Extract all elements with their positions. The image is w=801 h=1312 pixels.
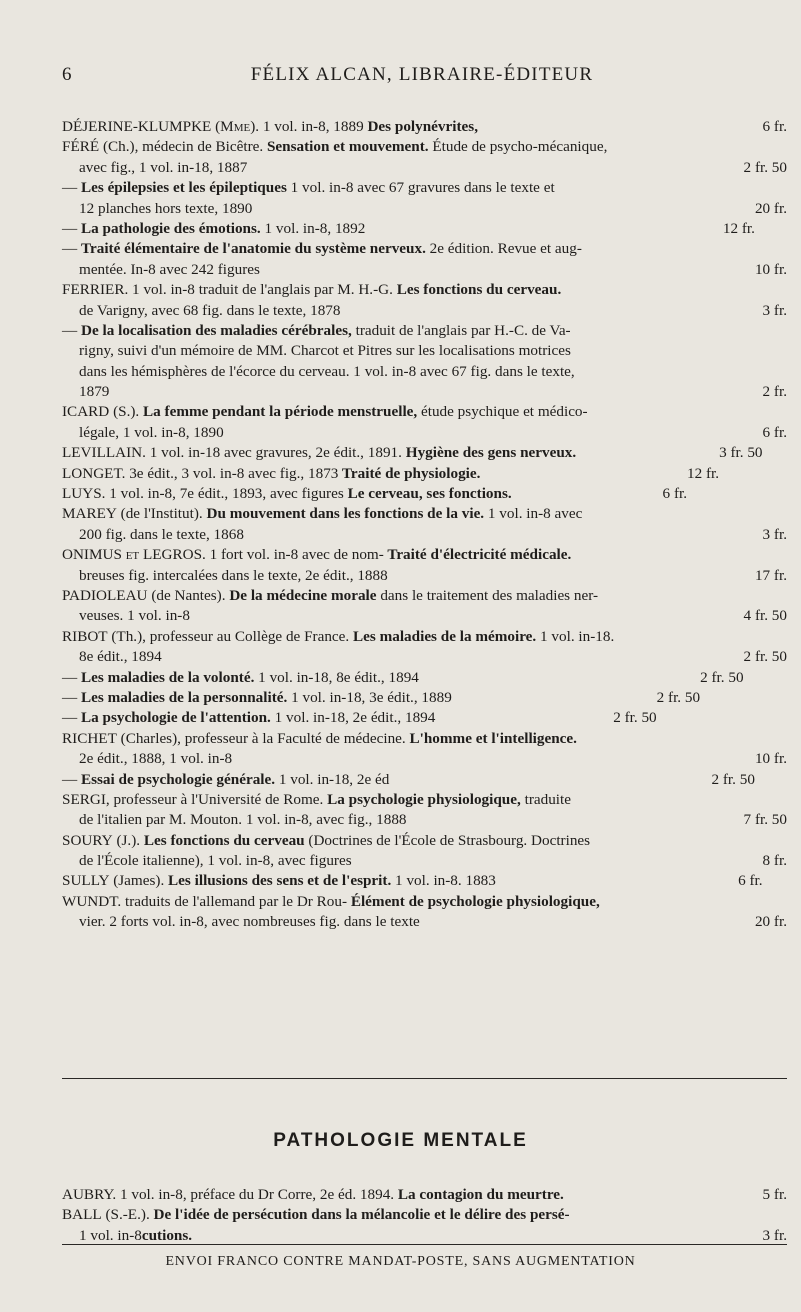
entry-line [62,117,787,137]
entry-title: Traité élémentaire de l'anatomie du système nerveux. [80,240,426,258]
entry-author: BALL [62,1206,102,1224]
entry-line [62,423,787,443]
entry-price: 6 fr. [662,485,688,503]
entry-title: Sensation et mouvement. [266,138,429,156]
entry-text: de l'italien par M. Mouton. 1 vol. in-8, avec fig., 1888 [79,811,407,829]
entry-text: de Varigny, avec 68 fig. dans le texte, 1878 [79,301,341,319]
catalogue-entry [62,770,787,790]
entry-title: Les fonctions du cerveau. [392,281,562,299]
entry-title: Du mouvement dans les fonctions de la vie. [206,505,485,523]
entry-title: Essai de psychologie générale. [80,770,276,788]
entry-price: 2 fr. 50 [700,668,744,686]
entry-line [62,525,787,545]
entry-title: Élément de psychologie physiologique, [347,892,600,910]
entry-line [62,239,787,259]
catalogue-entry [62,871,787,891]
entry-line [62,260,787,280]
entry-text: (Doctrines de l'École de Strasbourg. Doctrines [304,831,591,849]
entry-text: 1 vol. in-18. [536,627,615,645]
entry-line [62,708,787,728]
footer-divider [62,1244,787,1245]
entry-line [62,402,787,422]
entry-line [62,1185,787,1205]
entry-author: FÉRÉ [62,138,100,156]
entry-text: 1 vol. in-18, 2e éd [275,770,390,788]
entry-title: Les fonctions du cerveau [143,831,305,849]
entry-line [62,199,787,219]
entry-title: Les épilepsies et les épileptiques [80,179,287,197]
entry-text: 1 vol. in-8, préface du Dr Corre, 2e éd. 1894. [116,1186,395,1203]
catalogue-entry [62,831,787,872]
page-header [62,64,782,92]
entry-price: 20 fr. [754,199,787,217]
entry-text: 1 vol. in-8 [79,1226,142,1244]
entry-text: dans le traitement des maladies ner- [376,586,599,604]
entry-price: 6 fr. [762,423,787,441]
entry-price: 2 fr. 50 [613,709,657,727]
entry-line [62,566,787,586]
entry-text: traduits de l'allemand par le Dr Rou- [121,892,348,910]
entry-title: Le cerveau, ses fonctions. [343,485,512,503]
entry-text: 1 vol. in-18 avec gravures, 2e édit., 1891. [145,444,402,462]
entry-line [62,219,787,239]
entry-text: — [62,688,81,706]
entry-text: 1 vol. in-18, 8e édit., 1894 [254,668,419,686]
entry-price: 7 fr. 50 [743,811,787,829]
running-head: FÉLIX ALCAN, LIBRAIRE-ÉDITEUR [250,64,594,85]
entry-author: FERRIER. [62,281,129,299]
entry-text: 1879 [79,383,110,401]
entry-text: Étude de psycho-mécanique, [428,138,608,156]
entry-line [62,178,787,198]
catalogue-entry [62,484,787,504]
catalogue-entry [62,688,787,708]
catalogue-entry [62,402,787,443]
entry-title: De la localisation des maladies cérébrales, [80,321,352,339]
entry-title: L'homme et l'intelligence. [409,729,577,747]
entry-line [62,382,787,402]
entry-text: — [62,240,81,258]
entry-text: — [62,321,81,339]
entry-title: Traité d'électricité médicale. [383,546,572,564]
catalogue-entry [62,729,787,770]
entry-text: traduite [520,790,571,808]
entry-price: 17 fr. [754,566,787,584]
entry-text: (de l'Institut). [116,505,207,523]
entry-title: Les maladies de la volonté. [80,668,255,686]
entry-text: de l'École italienne), 1 vol. in-8, avec figures [79,852,352,870]
entry-line [62,729,787,749]
footer-note: ENVOI FRANCO CONTRE MANDAT-POSTE, SANS AUGMENTATION [165,1254,636,1269]
entry-title: Les maladies de la mémoire. [353,627,537,645]
entry-title: La psychologie physiologique, [327,790,521,808]
catalogue-entry [62,708,787,728]
entry-text: 1 fort vol. in-8 avec de nom- [205,546,384,564]
entry-line [62,749,787,769]
entry-price: 10 fr. [754,750,787,768]
catalogue-entries [62,117,787,933]
entry-line [62,810,787,830]
entry-text: 1 vol. in-18, 2e édit., 1894 [270,709,436,727]
entry-text: — [62,219,81,237]
entry-price: 6 fr. [762,118,787,135]
entry-line [62,341,787,361]
entry-price: 6 fr. [738,872,763,890]
entry-text: traduit de l'anglais par H.-C. de Va- [351,321,571,339]
entry-text: 12 planches hors texte, 1890 [79,199,253,217]
entry-title: Hygiène des gens nerveux. [401,444,577,462]
catalogue-entry [62,219,787,239]
entry-line [62,362,787,382]
entry-title: La psychologie de l'attention. [80,709,271,727]
entry-price: 5 fr. [762,1186,787,1203]
entry-text: 1 vol. in-8. 1883 [391,872,496,890]
entry-author: LUYS. [62,485,106,503]
entry-text: rigny, suivi d'un mémoire de MM. Charcot et Pitres sur les localisations motrices [79,342,571,360]
entry-title: Les maladies de la personnalité. [80,688,288,706]
entry-line [62,851,787,871]
catalogue-entry [62,504,787,545]
catalogue-entry [62,1185,787,1205]
catalogue-entry [62,321,787,403]
entry-text: (S.-E.). [101,1206,154,1224]
entry-author: AUBRY. [62,1186,117,1203]
section-divider [62,1078,787,1079]
entry-title: Traité de physiologie. [338,464,481,482]
catalogue-entry [62,668,787,688]
entry-text: — [62,668,81,686]
entry-text: professeur à l'Université de Rome. [109,790,328,808]
entry-author: RICHET [62,729,117,747]
entry-title: Les illusions des sens et de l'esprit. [168,872,392,890]
entry-price: 20 fr. [754,913,787,931]
entry-line [62,586,787,606]
entry-text: 1 vol. in-8 avec 67 gravures dans le texte et [286,179,555,197]
entry-line [62,301,787,321]
entry-text: 1 vol. in-8, 1892 [260,219,366,237]
entry-price: 2 fr. 50 [743,648,787,666]
entry-title: De la médecine morale [229,586,377,604]
entry-text: 1 vol. in-18, 3e édit., 1889 [287,688,452,706]
catalogue-entry [62,443,787,463]
entry-line [62,484,787,504]
entry-text: (Ch.), médecin de Bicêtre. [99,138,267,156]
entry-line [62,892,787,912]
entry-author: DÉJERINE-KLUMPKE (Mme). [62,118,260,135]
catalogue-entry [62,464,787,484]
entry-line [62,871,787,891]
entry-text: 2e édition. Revue et aug- [425,240,582,258]
entry-text: légale, 1 vol. in-8, 1890 [79,423,224,441]
entry-author: ONIMUS et LEGROS. [62,546,206,564]
entry-author: LONGET. [62,464,126,482]
entry-title: La femme pendant la période menstruelle, [143,403,418,421]
entry-text: (S.). [109,403,144,421]
entry-author: LEVILLAIN. [62,444,146,462]
entry-text: veuses. 1 vol. in-8 [79,607,190,625]
entry-text: 1 vol. in-8, 1889 [259,118,364,135]
entry-title: cutions. [141,1226,193,1244]
entry-line [62,688,787,708]
catalogue-entry [62,137,787,178]
entry-price: 10 fr. [754,260,787,278]
entry-line [62,137,787,157]
entry-title: La contagion du meurtre. [394,1186,564,1203]
entry-text: breuses fig. intercalées dans le texte, 2e édit., 1888 [79,566,388,584]
section-title: PATHOLOGIE MENTALE [273,1130,528,1151]
entry-line [62,443,787,463]
entry-text: 2e édit., 1888, 1 vol. in-8 [79,750,233,768]
entry-price: 12 fr. [722,219,755,237]
entry-author: PADIOLEAU [62,586,148,604]
entry-price: 3 fr. 50 [719,444,763,462]
entry-line [62,668,787,688]
catalogue-entry [62,280,787,321]
entry-price: 2 fr. 50 [743,158,787,176]
entry-line [62,464,787,484]
entry-text: (de Nantes). [147,586,230,604]
entry-text: 3e édit., 3 vol. in-8 avec fig., 1873 [125,464,339,482]
entry-text: — [62,709,81,727]
entry-author: SERGI, [62,790,110,808]
entry-text: (James). [109,872,169,890]
entry-price: 2 fr. 50 [656,688,701,706]
entry-text: (J.). [112,831,144,849]
catalogue-entry [62,117,787,137]
entry-price: 3 fr. [762,301,787,319]
catalogue-entry [62,1205,787,1246]
page-number: 6 [62,64,72,85]
catalogue-entry [62,545,787,586]
entry-line [62,1205,787,1225]
catalogue-entry [62,790,787,831]
entry-line [62,912,787,932]
entry-price: 12 fr. [687,464,720,482]
entry-text: étude psychique et médico- [417,403,588,421]
entry-text: avec fig., 1 vol. in-18, 1887 [79,158,248,176]
entry-line [62,790,787,810]
entry-author: ICARD [62,403,110,421]
pathology-entries [62,1185,787,1246]
entry-text: (Th.), professeur au Collège de France. [107,627,354,645]
entry-text: mentée. In-8 avec 242 figures [79,260,260,278]
catalogue-entry [62,627,787,668]
entry-text: — [62,179,81,197]
catalogue-entry [62,892,787,933]
entry-price: 3 fr. [762,1226,787,1244]
entry-text: — [62,770,81,788]
entry-text: vier. 2 forts vol. in-8, avec nombreuses fig. dans le texte [79,913,420,931]
entry-author: RIBOT [62,627,108,645]
entry-line [62,627,787,647]
entry-line [62,321,787,341]
entry-text: 1 vol. in-8 traduit de l'anglais par M. H.-G. [128,281,393,299]
entry-line [62,606,787,626]
entry-text: 8e édit., 1894 [79,648,162,666]
entry-text: 200 fig. dans le texte, 1868 [79,525,244,543]
entry-author: SOURY [62,831,113,849]
entry-price: 8 fr. [762,852,787,870]
entry-line [62,158,787,178]
entry-price: 2 fr. [762,383,787,401]
entry-text: 1 vol. in-8 avec [484,505,583,523]
entry-line [62,831,787,851]
entry-line [62,280,787,300]
entry-text: 1 vol. in-8, 7e édit., 1893, avec figures [105,485,344,503]
entry-line [62,770,787,790]
entry-text: dans les hémisphères de l'écorce du cerveau. 1 vol. in-8 avec 67 fig. dans le texte, [79,362,575,380]
entry-author: MAREY [62,505,117,523]
entry-author: WUNDT. [62,892,122,910]
entry-price: 4 fr. 50 [743,607,787,625]
entry-price: 3 fr. [762,525,787,543]
entry-title: Des polynévrites, [363,118,478,135]
entry-line [62,504,787,524]
catalogue-entry [62,239,787,280]
entry-line [62,647,787,667]
entry-title: De l'idée de persécution dans la mélancolie et le délire des persé- [153,1206,570,1224]
entry-price: 2 fr. 50 [711,770,755,788]
entry-line [62,545,787,565]
entry-title: La pathologie des émotions. [80,219,261,237]
catalogue-entry [62,586,787,627]
entry-text: (Charles), professeur à la Faculté de médecine. [116,729,410,747]
entry-author: SULLY [62,872,110,890]
catalogue-entry [62,178,787,219]
